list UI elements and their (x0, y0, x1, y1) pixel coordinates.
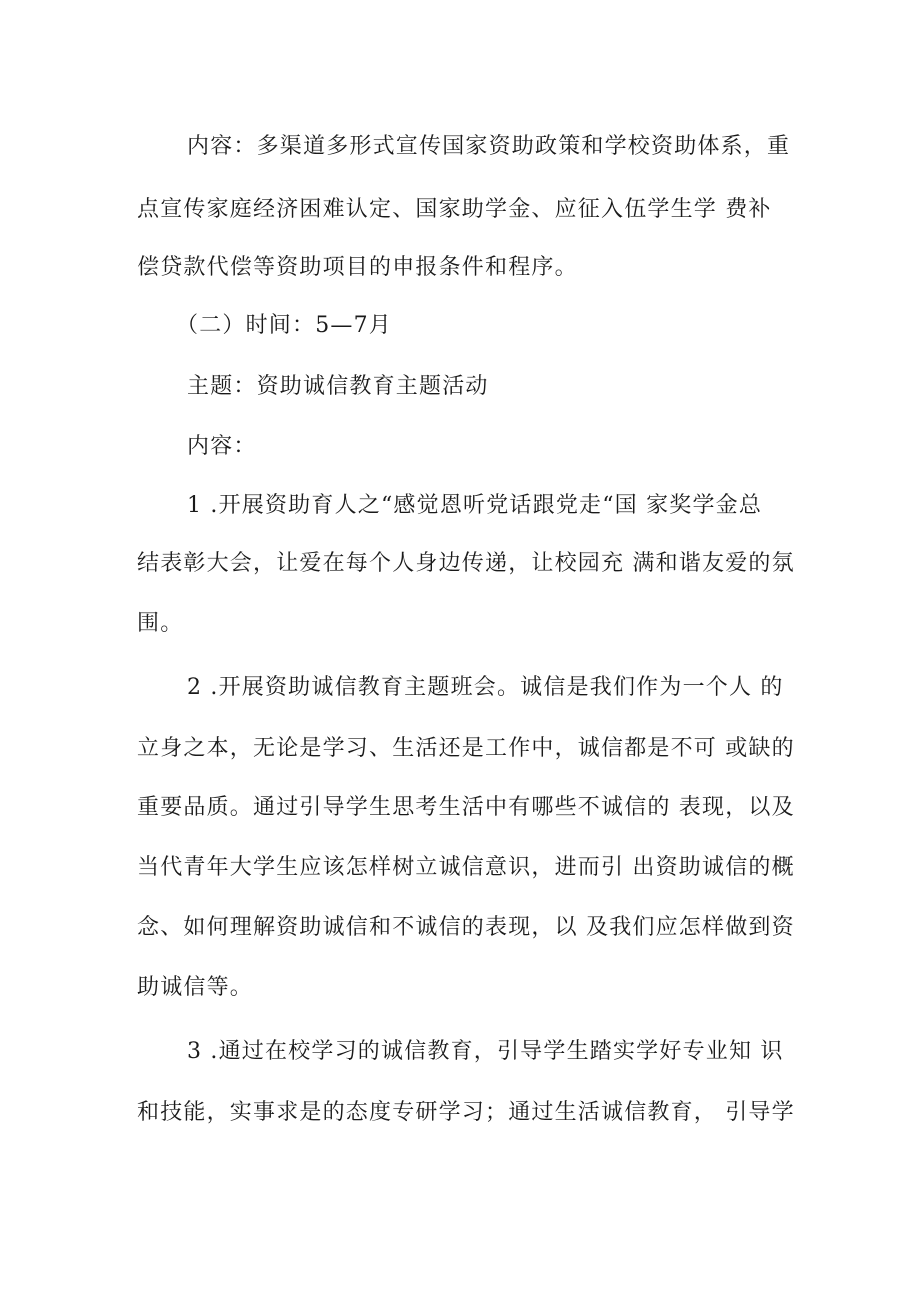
item-1-line-2: 结表彰大会，让爱在每个人身边传递，让校园充 满和谐友爱的氛 (137, 551, 795, 576)
item-2-line-2: 立身之本，无论是学习、生活还是工作中，诚信都是不可 或缺的 (137, 736, 795, 761)
item-3-line-1: 3 .通过在校学习的诚信教育，引导学生踏实学好专业知 识 (187, 1039, 784, 1064)
item-2-line-6: 助诚信等。 (137, 975, 254, 1000)
item-2-line-1: 2 .开展资助诚信教育主题班会。诚信是我们作为一个人 的 (187, 675, 784, 700)
paragraph-1-line-1: 内容：多渠道多形式宣传国家资助政策和学校资助体系，重 (187, 134, 791, 159)
item-2-line-3: 重要品质。通过引导学生思考生活中有哪些不诚信的 表现，以及 (137, 795, 795, 820)
paragraph-1-line-2: 点宣传家庭经济困难认定、国家助学金、应征入伍学生学 费补 (137, 197, 772, 222)
item-2-line-4: 当代青年大学生应该怎样树立诚信意识，进而引 出资助诚信的概 (137, 855, 795, 880)
item-1-line-1: 1 .开展资助育人之“感觉恩听党话跟党走“国 家奖学金总 (187, 493, 763, 518)
section-heading-time: （二）时间：5—7月 (176, 313, 392, 338)
paragraph-1-line-3: 偿贷款代偿等资助项目的申报条件和程序。 (137, 255, 578, 280)
theme-line: 主题：资助诚信教育主题活动 (187, 374, 489, 399)
item-1-line-3: 围。 (137, 611, 184, 636)
item-2-line-5: 念、如何理解资助诚信和不诚信的表现，以 及我们应怎样做到资 (137, 915, 795, 940)
content-label: 内容： (187, 434, 257, 459)
item-3-line-2: 和技能，实事求是的态度专研学习；通过生活诚信教育， 引导学 (137, 1100, 795, 1125)
